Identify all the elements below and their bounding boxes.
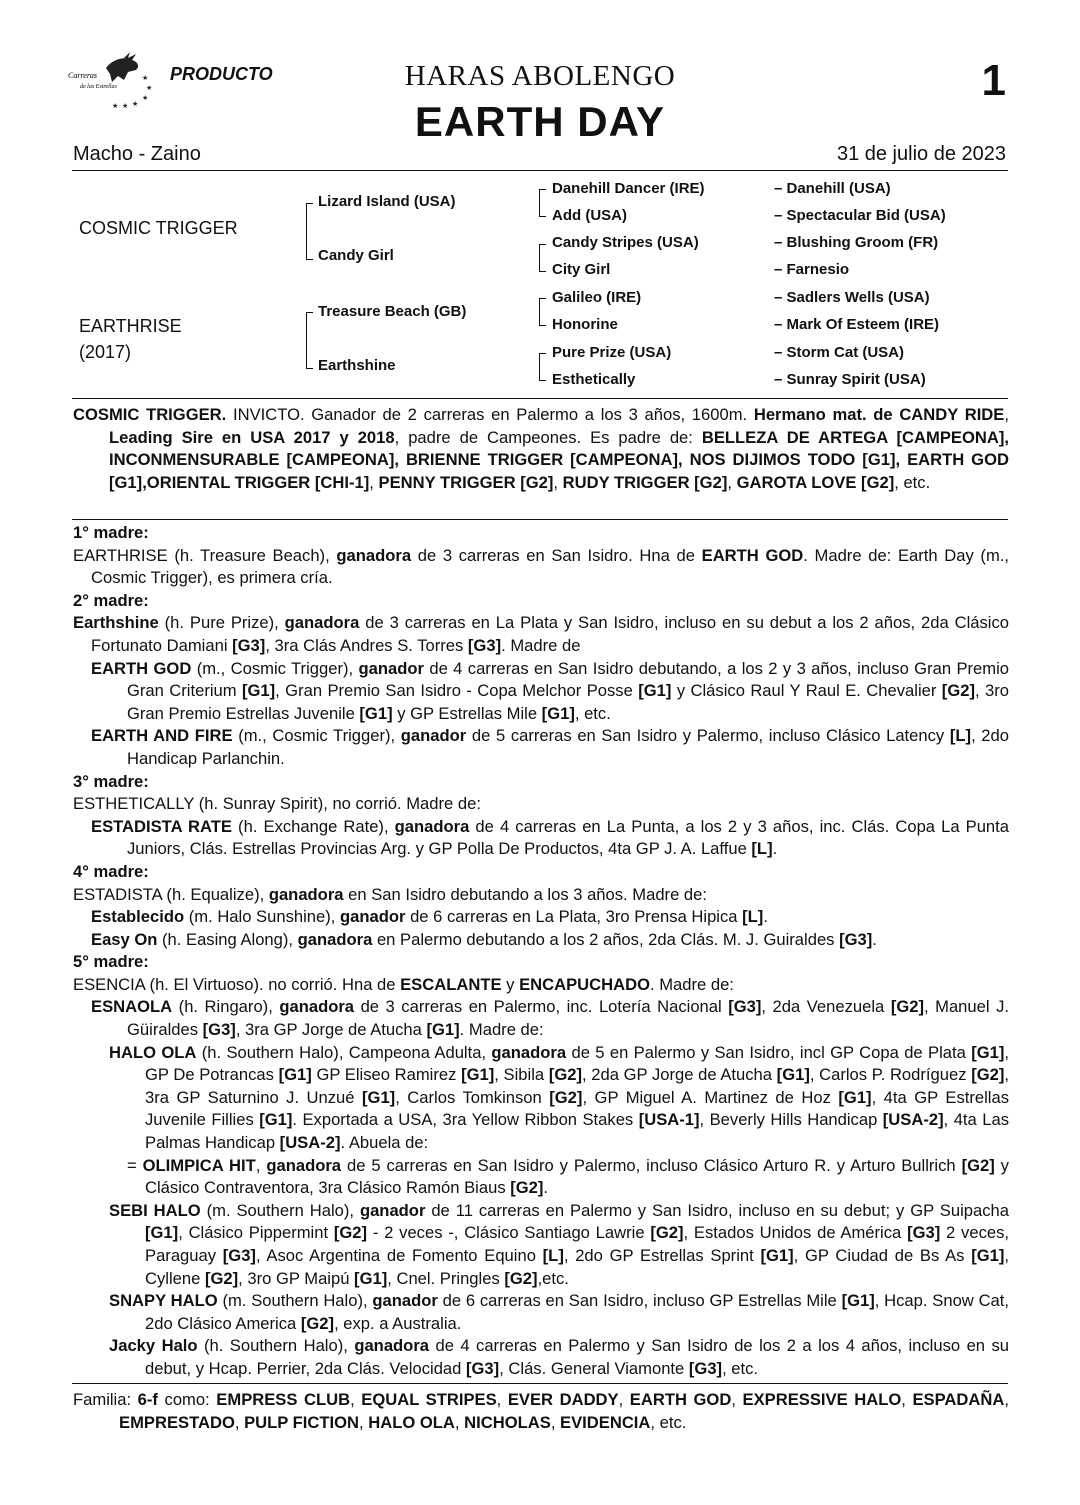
- second-dam-text: Earthshine (h. Pure Prize), ganadora de 3 carreras en La Plata y San Isidro, incluso en su debut a los 2 años, 2da Clásico Fortunato Damiani [G3], 3ra Clás Andres S. Torres [G3]. Madre de: [73, 613, 1009, 655]
- family-divider: [72, 1383, 1008, 1384]
- pedigree-g3-6: Honorine: [552, 316, 618, 333]
- bracket-g3-2: [539, 244, 546, 272]
- pedigree-g3-4: City Girl: [552, 261, 611, 278]
- bracket-dam: [306, 312, 313, 369]
- earth-and-fire-entry: EARTH AND FIRE (m., Cosmic Trigger), ganador de 5 carreras en San Isidro y Palermo, incluso Clásico Latency [L], 2do Handicap Parlanchin.: [91, 726, 1009, 768]
- pedigree-g4-7: – Storm Cat (USA): [774, 344, 905, 361]
- sire-section: [73, 404, 1009, 494]
- pedigree-g4-4: – Farnesio: [774, 261, 850, 278]
- pedigree-g3-5: Galileo (IRE): [552, 289, 642, 306]
- birth-date: 31 de julio de 2023: [836, 143, 1006, 165]
- bracket-sire: [306, 203, 313, 260]
- snapy-halo-entry: SNAPY HALO (m. Southern Halo), ganador de 6 carreras en San Isidro, incluso GP Estrellas Mile [G1], Hcap. Snow Cat, 2do Clásico America [G2], exp. a Australia.: [109, 1291, 1009, 1333]
- bracket-g3-4: [539, 353, 546, 381]
- horse-name: EARTH DAY: [414, 98, 666, 145]
- pedigree-g3-7: Pure Prize (USA): [552, 344, 672, 361]
- sire-divider: [72, 519, 1008, 520]
- svg-text:★: ★: [142, 75, 149, 82]
- pedigree-g4-6: – Mark Of Esteem (IRE): [774, 316, 940, 333]
- svg-text:★: ★: [112, 103, 119, 110]
- logo-text-carreras: Carreras: [68, 71, 98, 80]
- sire-paragraph: COSMIC TRIGGER. INVICTO. Ganador de 2 carreras en Palermo a los 3 años, 1600m. Hermano mat. de CANDY RIDE, Leading Sire en USA 2017 y 2018, padre de Campeones. Es padre de: BELLEZA DE ARTEGA [CAMPEONA], INCONMENSURABLE [CAMPEONA], BRIENNE TRIGGER [CAMPEONA], NOS DIJIMOS TODO [G1], EARTH GOD [G1],ORIENTAL TRIGGER [CHI-1], PENNY TRIGGER [G2], RUDY TRIGGER [G2], GAROTA LOVE [G2], etc.: [73, 405, 1009, 492]
- sex-color: Macho - Zaino: [73, 143, 201, 165]
- easy-on-entry: Easy On (h. Easing Along), ganadora en Palermo debutando a los 2 años, 2da Clás. M. J. Guiraldes [G3].: [91, 929, 877, 949]
- pedigree-divider: [72, 398, 1008, 399]
- fifth-dam-title: 5° madre:: [73, 952, 149, 972]
- fourth-dam-title: 4° madre:: [73, 861, 149, 881]
- estadista-rate-entry: ESTADISTA RATE (h. Exchange Rate), ganadora de 4 carreras en La Punta, a los 2 y 3 años, inc. Clás. Copa La Punta Juniors, Clás. Estrellas Provincias Arg. y GP Polla De Productos, 4ta GP J. A. Laffue [L].: [91, 816, 1009, 859]
- svg-text:★: ★: [122, 103, 129, 110]
- familia-section: [73, 1389, 1009, 1434]
- pedigree-g2-1: Lizard Island (USA): [318, 193, 456, 210]
- pedigree-g4-3: – Blushing Groom (FR): [774, 234, 939, 251]
- establecido-entry: Establecido (m. Halo Sunshine), ganador de 6 carreras en La Plata, 3ro Prensa Hipica [L].: [91, 907, 768, 927]
- second-dam-title: 2° madre:: [73, 590, 149, 610]
- third-dam-text: ESTHETICALLY (h. Sunray Spirit), no corrió. Madre de:: [73, 794, 481, 814]
- lot-number: 1: [981, 56, 1006, 105]
- svg-text:★: ★: [146, 85, 153, 92]
- pedigree-dam-year: (2017): [79, 342, 132, 362]
- pedigree-g4-2: – Spectacular Bid (USA): [774, 207, 946, 224]
- producto-label: PRODUCTO: [170, 64, 273, 84]
- pedigree-dam: EARTHRISE: [79, 316, 182, 336]
- family-section: [73, 522, 1009, 1381]
- third-dam-title: 3° madre:: [73, 771, 149, 791]
- first-dam-text: EARTHRISE (h. Treasure Beach), ganadora de 3 carreras en San Isidro. Hna de EARTH GOD. Madre de: Earth Day (m., Cosmic Trigger), es primera cría.: [73, 545, 1010, 588]
- pedigree-g3-1: Danehill Dancer (IRE): [552, 180, 705, 197]
- olimpica-hit-entry: = OLIMPICA HIT, ganadora de 5 carreras en San Isidro y Palermo, incluso Clásico Arturo R. y Arturo Bullrich [G2] y Clásico Contraventora, 3ra Clásico Ramón Biaus [G2].: [127, 1155, 1009, 1198]
- familia-text: Familia: 6-f como: EMPRESS CLUB, EQUAL STRIPES, EVER DADDY, EARTH GOD, EXPRESSIVE HALO, ESPADAÑA, EMPRESTADO, PULP FICTION, HALO OLA, NICHOLAS, EVIDENCIA, etc.: [73, 1390, 1009, 1432]
- pedigree-g4-1: – Danehill (USA): [774, 180, 891, 197]
- bracket-g3-3: [539, 298, 546, 326]
- first-dam-title: 1° madre:: [73, 523, 149, 542]
- pedigree-g3-2: Add (USA): [552, 207, 627, 224]
- pedigree-g3-8: Esthetically: [552, 371, 636, 388]
- pedigree-g2-4: Earthshine: [318, 357, 396, 374]
- svg-text:★: ★: [132, 101, 139, 108]
- jacky-halo-entry: Jacky Halo (h. Southern Halo), ganadora de 4 carreras en Palermo y San Isidro de los 2 a los 4 años, incluso en su debut, y Hcap. Perrier, 2da Clás. Velocidad [G3], Clás. General Viamonte [G3], etc.: [109, 1336, 1009, 1378]
- pedigree-g2-2: Candy Girl: [318, 247, 394, 264]
- bracket-g3-1: [539, 189, 546, 217]
- sebi-halo-entry: SEBI HALO (m. Southern Halo), ganador de 11 carreras en Palermo y San Isidro, incluso en su debut; y GP Suipacha [G1], Clásico Pippermint [G2] - 2 veces -, Clásico Santiago Lawrie [G2], Estados Unidos de América [G3] 2 veces, Paraguay [G3], Asoc Argentina de Fomento Equino [L], 2do GP Estrellas Sprint [G1], GP Ciudad de Bs As [G1], Cyllene [G2], 3ro GP Maipú [G1], Cnel. Pringles [G2],etc.: [109, 1200, 1009, 1288]
- haras-name: HARAS ABOLENGO: [404, 60, 676, 92]
- pedigree-g4-8: – Sunray Spirit (USA): [774, 371, 926, 388]
- pedigree-g3-3: Candy Stripes (USA): [552, 234, 699, 251]
- halo-ola-entry: HALO OLA (h. Southern Halo), Campeona Adulta, ganadora de 5 en Palermo y San Isidro, incl GP Copa de Plata [G1], GP De Potrancas [G1] GP Eliseo Ramirez [G1], Sibila [G2], 2da GP Jorge de Atucha [G1], Carlos P. Rodríguez [G2], 3ra GP Saturnino J. Unzué [G1], Carlos Tomkinson [G2], GP Miguel A. Martinez de Hoz [G1], 4ta GP Estrellas Juvenile Fillies [G1]. Exportada a USA, 3ra Yellow Ribbon Stakes [USA-1], Beverly Hills Handicap [USA-2], 4ta Las Palmas Handicap [USA-2]. Abuela de:: [109, 1042, 1010, 1153]
- earth-god-entry: EARTH GOD (m., Cosmic Trigger), ganador de 4 carreras en San Isidro debutando, a los 2 y 3 años, incluso Gran Premio Gran Criterium [G1], Gran Premio San Isidro - Copa Melchor Posse [G1] y Clásico Raul Y Raul E. Chevalier [G2], 3ro Gran Premio Estrellas Juvenile [G1] y GP Estrellas Mile [G1], etc.: [91, 658, 1010, 723]
- fifth-dam-text: ESENCIA (h. El Virtuoso). no corrió. Hna de ESCALANTE y ENCAPUCHADO. Madre de:: [73, 974, 734, 994]
- logo-text-estrellas: de las Estrellas: [80, 84, 117, 90]
- fourth-dam-text: ESTADISTA (h. Equalize), ganadora en San Isidro debutando a los 3 años. Madre de:: [73, 884, 707, 904]
- esnaola-entry: ESNAOLA (h. Ringaro), ganadora de 3 carreras en Palermo, inc. Lotería Nacional [G3], 2da Venezuela [G2], Manuel J. Güiraldes [G3], 3ra GP Jorge de Atucha [G1]. Madre de:: [91, 997, 1009, 1040]
- pedigree-table: [0, 0, 1080, 400]
- svg-text:★: ★: [142, 95, 149, 102]
- pedigree-g4-5: – Sadlers Wells (USA): [774, 289, 930, 306]
- pedigree-sire: COSMIC TRIGGER: [79, 218, 238, 238]
- pedigree-g2-3: Treasure Beach (GB): [318, 303, 467, 320]
